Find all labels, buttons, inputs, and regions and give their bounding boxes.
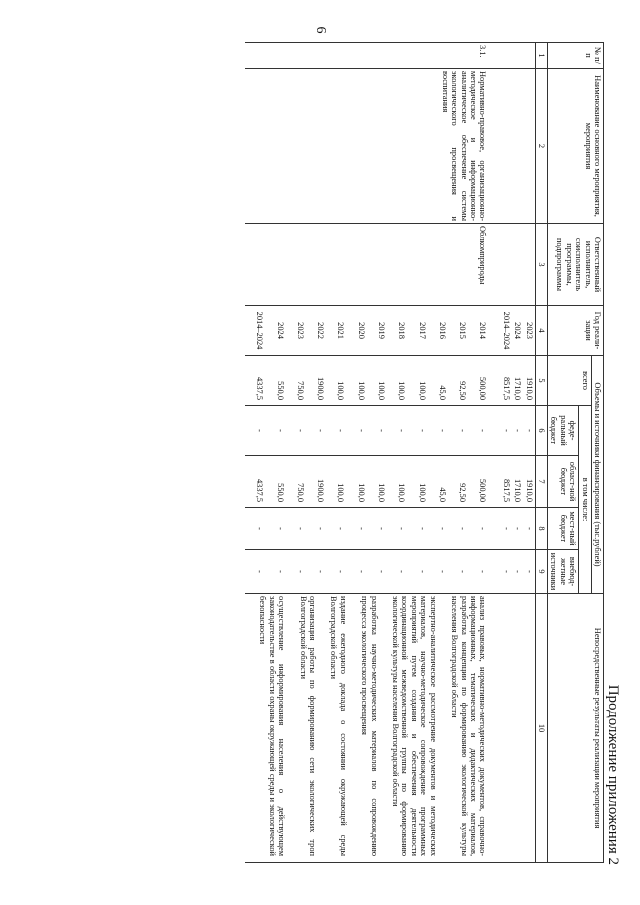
empty-cell xyxy=(500,224,511,306)
header-year: Год реали-зации xyxy=(547,306,603,356)
result-paragraph: разработка научно-методических материалов по сопровождению процесса экологического просвещения xyxy=(360,596,379,857)
federal-cell: - xyxy=(306,406,326,456)
column-number: 5 xyxy=(535,356,547,406)
empty-cell xyxy=(488,508,500,550)
extrabudget-cell: - xyxy=(346,550,366,594)
local-cell: - xyxy=(245,508,265,550)
local-cell: - xyxy=(468,508,488,550)
extrabudget-cell: - xyxy=(448,550,468,594)
regional-cell: 4337,5 xyxy=(245,456,265,508)
local-cell: - xyxy=(407,508,427,550)
column-number: 7 xyxy=(535,456,547,508)
header-no: № п/п xyxy=(547,43,603,69)
empty-cell xyxy=(488,406,500,456)
extrabudget-cell: - xyxy=(523,550,535,594)
year-cell: 2018 xyxy=(387,306,407,356)
empty-cell xyxy=(488,43,500,69)
total-cell: 100,0 xyxy=(387,356,407,406)
extrabudget-cell: - xyxy=(407,550,427,594)
spacer-row xyxy=(488,43,500,863)
column-number: 1 xyxy=(535,43,547,69)
regional-cell: 1710,0 xyxy=(512,456,523,508)
federal-cell: - xyxy=(448,406,468,456)
result-paragraph: осуществление информирования населения о действующем законодательстве в области охраны окружающей среды и экологической безопасности xyxy=(258,596,287,857)
year-cell: 2021 xyxy=(326,306,346,356)
regional-cell: 750,0 xyxy=(286,456,306,508)
local-cell: - xyxy=(448,508,468,550)
local-cell: - xyxy=(387,508,407,550)
extrabudget-cell: - xyxy=(326,550,346,594)
federal-cell: - xyxy=(407,406,427,456)
regional-cell: 8517,5 xyxy=(500,456,511,508)
total-cell: 100,0 xyxy=(367,356,387,406)
total-cell: 8517,5 xyxy=(500,356,511,406)
total-cell: 45,0 xyxy=(428,356,448,406)
local-cell: - xyxy=(523,508,535,550)
empty-cell xyxy=(500,594,511,863)
column-number: 10 xyxy=(535,594,547,863)
regional-cell: 100,0 xyxy=(346,456,366,508)
federal-cell: - xyxy=(326,406,346,456)
empty-cell xyxy=(488,224,500,306)
local-cell: - xyxy=(306,508,326,550)
column-numbers-row xyxy=(535,43,547,863)
item-executor: Облкомприроды xyxy=(245,224,488,306)
extrabudget-cell: - xyxy=(245,550,265,594)
regional-cell: 1900,0 xyxy=(306,456,326,508)
table-body xyxy=(245,43,547,863)
empty-cell xyxy=(512,69,523,224)
year-cell: 2024 xyxy=(512,306,523,356)
year-cell: 2017 xyxy=(407,306,427,356)
header-name: Наименование основного мероприятия, мероприятия xyxy=(547,69,603,224)
year-cell: 2022 xyxy=(306,306,326,356)
empty-cell xyxy=(523,43,535,69)
empty-cell xyxy=(523,69,535,224)
empty-cell xyxy=(488,456,500,508)
federal-cell: - xyxy=(346,406,366,456)
table-row xyxy=(468,43,488,863)
federal-cell: - xyxy=(468,406,488,456)
total-cell: 500,00 xyxy=(468,356,488,406)
regional-cell: 100,0 xyxy=(326,456,346,508)
regional-cell: 550,0 xyxy=(265,456,285,508)
result-paragraph: экспертно-аналитическое рассмотрение документов и методических материалов, научно-методическое сопровождение программных мероприятий путем создания и обеспечения деятельности координационной межведомственной группы по формированию экологической культуры населения Волгоградской области xyxy=(391,596,438,857)
total-cell: 1710,0 xyxy=(512,356,523,406)
total-cell: 92,50 xyxy=(448,356,468,406)
header-result: Непосредственные результаты реализации мероприятия xyxy=(547,594,603,863)
column-number: 9 xyxy=(535,550,547,594)
empty-cell xyxy=(523,594,535,863)
regional-cell: 100,0 xyxy=(407,456,427,508)
extrabudget-cell: - xyxy=(286,550,306,594)
empty-cell xyxy=(512,43,523,69)
extrabudget-cell: - xyxy=(468,550,488,594)
result-paragraph: организация работы по формированию сети экологических троп Волгоградской области xyxy=(298,596,318,857)
page-number: 6 xyxy=(313,26,328,34)
local-cell: - xyxy=(428,508,448,550)
column-number: 2 xyxy=(535,69,547,224)
total-cell: 100,0 xyxy=(346,356,366,406)
federal-cell: - xyxy=(245,406,265,456)
header-executor: Ответственный исполнитель, соисполнитель программы, подпрограммы xyxy=(547,224,603,306)
year-cell: 2023 xyxy=(286,306,306,356)
local-cell: - xyxy=(512,508,523,550)
extrabudget-cell: - xyxy=(500,550,511,594)
continuation-title: Продолжение приложения 2 xyxy=(605,684,621,865)
empty-cell xyxy=(488,550,500,594)
table-row xyxy=(500,43,511,863)
federal-cell: - xyxy=(286,406,306,456)
empty-cell xyxy=(488,69,500,224)
local-cell: - xyxy=(367,508,387,550)
table-row xyxy=(512,43,523,863)
empty-cell xyxy=(512,594,523,863)
local-cell: - xyxy=(326,508,346,550)
local-cell: - xyxy=(286,508,306,550)
column-number: 4 xyxy=(535,306,547,356)
year-cell: 2015 xyxy=(448,306,468,356)
total-cell: 550,0 xyxy=(265,356,285,406)
year-cell: 2014–2024 xyxy=(500,306,511,356)
federal-cell: - xyxy=(265,406,285,456)
empty-cell xyxy=(488,306,500,356)
header-regional: област-ной бюджет xyxy=(547,456,578,508)
header-including: в том числе: xyxy=(579,406,591,594)
empty-cell xyxy=(523,224,535,306)
column-number: 8 xyxy=(535,508,547,550)
header-funding: Объемы и источники финансирования (тыс.рублей) xyxy=(591,356,603,594)
federal-cell: - xyxy=(500,406,511,456)
empty-cell xyxy=(500,69,511,224)
extrabudget-cell: - xyxy=(512,550,523,594)
extrabudget-cell: - xyxy=(306,550,326,594)
regional-cell: 1910,0 xyxy=(523,456,535,508)
total-cell: 1910,0 xyxy=(523,356,535,406)
empty-cell xyxy=(512,224,523,306)
total-cell: 750,0 xyxy=(286,356,306,406)
item-number: 3.1. xyxy=(245,43,488,69)
extrabudget-cell: - xyxy=(265,550,285,594)
year-cell: 2016 xyxy=(428,306,448,356)
program-table xyxy=(245,42,604,863)
header-federal: феде-ральный бюджет xyxy=(547,406,578,456)
total-cell: 100,0 xyxy=(326,356,346,406)
header-total: всего xyxy=(547,356,591,406)
federal-cell: - xyxy=(367,406,387,456)
federal-cell: - xyxy=(387,406,407,456)
local-cell: - xyxy=(500,508,511,550)
local-cell: - xyxy=(265,508,285,550)
total-cell: 100,0 xyxy=(407,356,427,406)
header-local: мест-ный бюджет xyxy=(547,508,578,550)
federal-cell: - xyxy=(512,406,523,456)
year-cell: 2014–2024 xyxy=(245,306,265,356)
header-extrabudget: внебюд-жетные источники xyxy=(547,550,578,594)
result-paragraph: издание ежегодного доклада о состоянии окружающей среды Волгоградской области xyxy=(329,596,348,857)
year-cell: 2024 xyxy=(265,306,285,356)
year-cell: 2019 xyxy=(367,306,387,356)
federal-cell: - xyxy=(428,406,448,456)
empty-cell xyxy=(500,43,511,69)
total-cell: 4337,5 xyxy=(245,356,265,406)
regional-cell: 500,00 xyxy=(468,456,488,508)
item-results xyxy=(245,594,488,863)
local-cell: - xyxy=(346,508,366,550)
federal-cell: - xyxy=(523,406,535,456)
total-cell: 1900,0 xyxy=(306,356,326,406)
regional-cell: 100,0 xyxy=(367,456,387,508)
result-paragraph: анализ правовых, нормативно-методических документов, справочно-информационных, тематических и дидактических материалов, разработка концепции по формированию экологической культуры населения Волгоградской области xyxy=(450,596,488,857)
year-cell: 2023 xyxy=(523,306,535,356)
empty-cell xyxy=(488,356,500,406)
regional-cell: 45,0 xyxy=(428,456,448,508)
regional-cell: 100,0 xyxy=(387,456,407,508)
empty-cell xyxy=(488,594,500,863)
extrabudget-cell: - xyxy=(428,550,448,594)
regional-cell: 92,50 xyxy=(448,456,468,508)
extrabudget-cell: - xyxy=(367,550,387,594)
item-name: Нормативно-правовое, организационно-методическое и информационно-аналитическое обеспечение системы экологического просвещения и воспитания xyxy=(245,69,488,224)
column-number: 6 xyxy=(535,406,547,456)
year-cell: 2020 xyxy=(346,306,366,356)
table-row xyxy=(523,43,535,863)
column-number: 3 xyxy=(535,224,547,306)
year-cell: 2014 xyxy=(468,306,488,356)
extrabudget-cell: - xyxy=(387,550,407,594)
